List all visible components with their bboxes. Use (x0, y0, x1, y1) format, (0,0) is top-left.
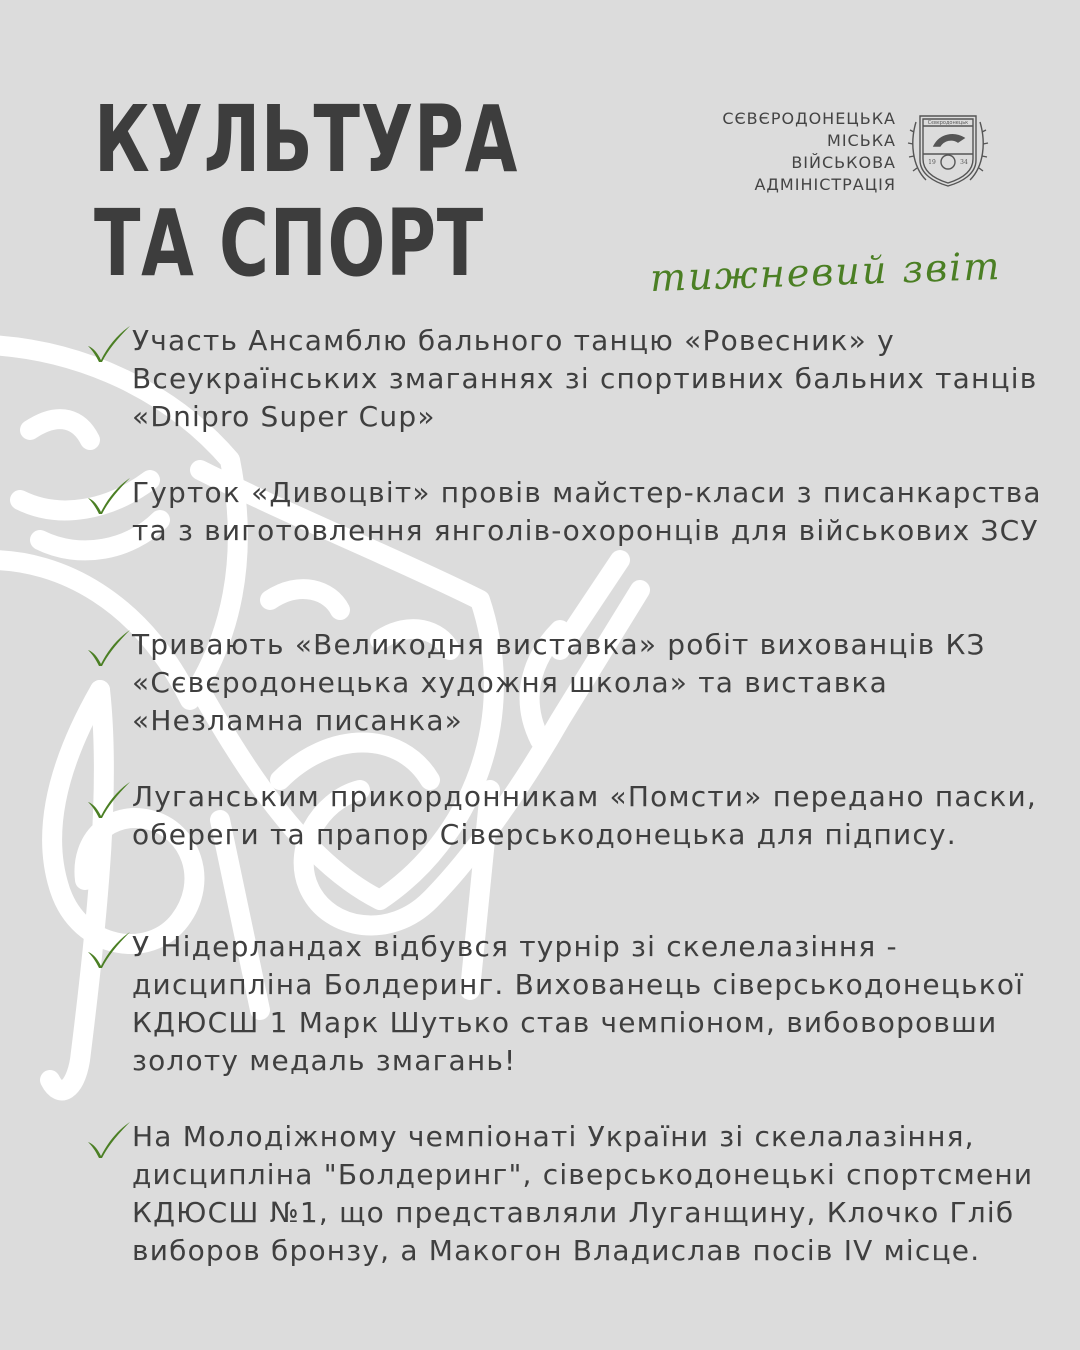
list-item (84, 626, 1044, 740)
item-text: У Нідерландах відбувся турнір зі скелелазіння - дисципліна Болдеринг. Вихованець сіверськодонецької КДЮСШ 1 Марк Шутько став чемпіоном, вибоворовши золоту медаль змагань! (132, 930, 1025, 1077)
check-icon (84, 780, 132, 820)
list-item (84, 322, 1044, 436)
list-item (84, 474, 1044, 550)
coat-of-arms-icon (906, 102, 990, 192)
emblem-year-left: 19 (928, 159, 936, 166)
item-text: Луганським прикордонникам «Помсти» передано паски, обереги та прапор Сіверськодонецька для підпису. (132, 780, 1037, 851)
check-icon (84, 324, 132, 364)
page-title (94, 88, 518, 296)
title-line-2: ТА СПОРТ (94, 190, 484, 297)
check-icon (84, 476, 132, 516)
item-text: На Молодіжному чемпіонаті України зі скелалазіння, дисципліна "Болдеринг", сіверськодонецькі спортсмени КДЮСШ №1, що представляли Луганщину, Клочко Гліб виборов бронзу, а Макогон Владислав посів IV місце. (132, 1120, 1034, 1267)
item-text: Участь Ансамблю бального танцю «Ровесник» у Всеукраїнських змаганнях зі спортивних бальних танців «Dnipro Super Cup» (132, 324, 1038, 433)
check-icon (84, 930, 132, 970)
emblem-year-right: 34 (960, 159, 968, 166)
list-item (84, 1118, 1044, 1270)
emblem-label: Сєвєродонецьк (927, 120, 969, 126)
item-text: Тривають «Великодня виставка» робіт вихованців КЗ «Сєвєродонецька художня школа» та виставка «Незламна писанка» (132, 628, 986, 737)
check-icon (84, 628, 132, 668)
org-line-3: ВІЙСЬКОВА (791, 153, 896, 172)
weekly-report-subtitle: тижневий звіт (649, 243, 1003, 301)
org-line-4: АДМІНІСТРАЦІЯ (754, 175, 896, 194)
org-line-2: МІСЬКА (827, 131, 896, 150)
list-item (84, 778, 1044, 854)
item-text: Гурток «Дивоцвіт» провів майстер-класи з писанкарства та з виготовлення янголів-охоронців для військових ЗСУ (132, 476, 1042, 547)
list-item (84, 928, 1044, 1080)
title-line-1: КУЛЬТУРА (94, 86, 519, 193)
org-line-1: СЄВЄРОДОНЕЦЬКА (722, 109, 896, 128)
organization-name (722, 108, 896, 196)
check-icon (84, 1120, 132, 1160)
